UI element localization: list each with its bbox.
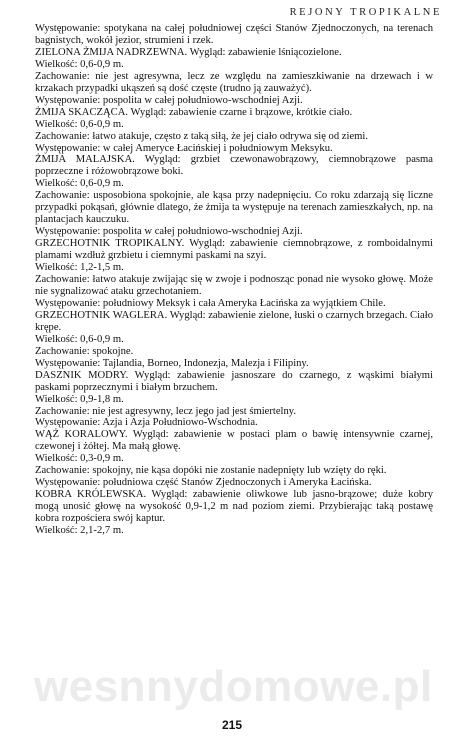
paragraph: Wielkość: 0,6-0,9 m. [35,333,124,345]
watermark: wesnnydomowe.pl [34,662,433,711]
paragraph: Zachowanie: nie jest agresywny, lecz jego jad jest śmiertelny. [35,405,297,417]
paragraph: Występowanie: południowy Meksyk i cała Ameryka Łacińska za wyjątkiem Chile. [35,297,386,309]
paragraph: Wielkość: 0,6-0,9 m. [35,178,124,190]
paragraph: ŻMIJA MALAJSKA. Wygląd: grzbiet czewonawobrązowy, ciemnobrązowe pasma poprzeczne i różowobrązowe boki. [35,154,433,178]
paragraph: Występowanie: Tajlandia, Borneo, Indonezja, Malezja i Filipiny. [35,357,309,369]
paragraph: Zachowanie: spokojne. [35,345,134,357]
paragraph: Występowanie: w całej Ameryce Łacińskiej i południowym Meksyku. [35,142,333,154]
paragraph: Zachowanie: łatwo atakuje, często z taką siłą, że jej ciało odrywa się od ziemi. [35,130,368,142]
paragraph: Wielkość: 0,9-1,8 m. [35,393,124,405]
paragraph: Wielkość: 0,6-0,9 m. [35,118,124,130]
running-head: REJONY TROPIKALNE [289,7,442,18]
paragraph: GRZECHOTNIK TROPIKALNY. Wygląd: zabawienie ciemnobrązowe, z romboidalnymi plamami wzdłuż grzbietu i ciemnymi paskami na szyi. [35,238,433,262]
paragraph: Wielkość: 0,6-0,9 m. [35,58,124,70]
paragraph: GRZECHOTNIK WAGLERA. Wygląd: zabawienie zielone, łuski o czarnych brzegach. Ciało krępe. [35,309,433,333]
paragraph: Zachowanie: spokojny, nie kąsa dopóki nie zostanie nadepnięty lub wzięty do ręki. [35,465,387,477]
paragraph: Występowanie: pospolita w całej południowo-wschodniej Azji. [35,226,303,238]
paragraph: KOBRA KRÓLEWSKA. Wygląd: zabawienie oliwkowe lub jasno-brązowe; duże kobry mogą unosić głowę na wysokość 0,9-1,2 m nad poziom ziemi. Przybierając taką postawę kobra rozpościera swój kaptur. [35,489,433,525]
paragraph: Wielkość: 1,2-1,5 m. [35,262,124,274]
paragraph: Występowanie: pospolita w całej południowo-wschodniej Azji. [35,94,303,106]
paragraph: Zachowanie: łatwo atakuje zwijając się w zwoje i podnosząc ponad nie wysoko głowę. Może nie sygnalizować ataku grzechotaniem. [35,274,433,297]
paragraph: Wielkość: 2,1-2,7 m. [35,525,124,537]
paragraph: DASZNIK MODRY. Wygląd: zabawienie jasnoszare do czarnego, z wąskimi białymi paskami poprzecznymi i białym brzuchem. [35,369,433,393]
body-text [35,23,433,537]
paragraph: Występowanie: Azja i Azja Południowo-Wschodnia. [35,417,258,429]
page-number: 215 [221,718,243,732]
paragraph: Występowanie: południowa część Stanów Zjednoczonych i Ameryka Łacińska. [35,477,372,489]
paragraph: Wielkość: 0,3-0,9 m. [35,453,124,465]
paragraph: WĄŻ KORALOWY. Wygląd: zabawienie w postaci plam o bawię intensywnie czarnej, czewonej i żółtej. Ma małą głowę. [35,429,433,453]
paragraph: Zachowanie: usposobiona spokojnie, ale kąsa przy nadepnięciu. Co roku zdarzają się liczne przypadki pokąsań, głównie dlatego, że żmija ta występuje na terenach zamieszkałych, np. na plantacjach kauczuku. [35,190,433,226]
paragraph: ŻMIJA SKACZĄCA. Wygląd: zabawienie czarne i brązowe, krótkie ciało. [35,106,353,118]
paragraph: ZIELONA ŻMIJA NADRZEWNA. Wygląd: zabawienie lśniącozielone. [35,46,342,58]
paragraph: Zachowanie: nie jest agresywna, lecz ze względu na zamieszkiwanie na drzewach i w krzakach przypadki ukąszeń są dość częste (trudno ją zauważyć). [35,70,433,94]
paragraph: Występowanie: spotykana na całej południowej części Stanów Zjednoczonych, na terenach bagnistych, wokół jezior, strumieni i rzek. [35,23,433,46]
